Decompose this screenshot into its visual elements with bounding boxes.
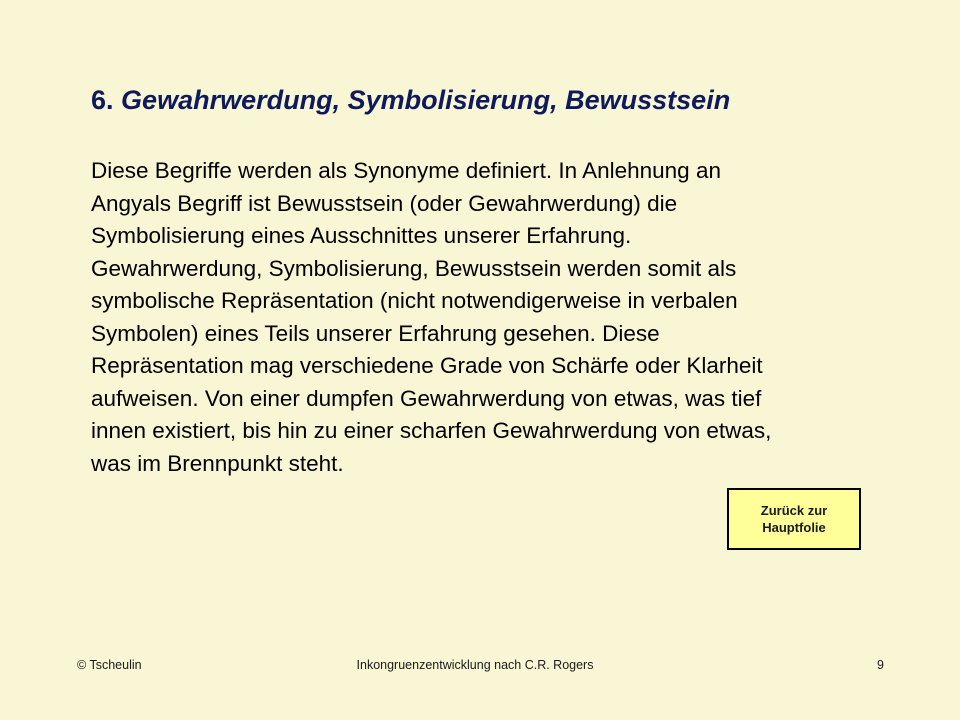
body-line: Angyals Begriff ist Bewusstsein (oder Gewahrwerdung) die bbox=[91, 190, 678, 216]
body-line: symbolische Repräsentation (nicht notwendigerweise in verbalen bbox=[91, 288, 738, 313]
slide-title-number: 6. bbox=[91, 85, 114, 115]
footer-copyright: © Tscheulin bbox=[77, 658, 142, 672]
back-to-main-slide-button[interactable] bbox=[727, 488, 861, 550]
footer-page-number: 9 bbox=[877, 658, 884, 672]
body-line: Symbolisierung eines Ausschnittes unserer Erfahrung. bbox=[91, 223, 632, 248]
slide-title bbox=[91, 85, 730, 116]
body-line: Repräsentation mag verschiedene Grade von Schärfe oder Klarheit bbox=[91, 353, 763, 378]
slide-body-text bbox=[91, 155, 921, 480]
body-line: innen existiert, bis hin zu einer scharfen Gewahrwerdung von etwas, bbox=[91, 418, 772, 443]
body-line: Gewahrwerdung, Symbolisierung, Bewusstsein werden somit als bbox=[91, 255, 737, 281]
slide-title-text: Gewahrwerdung, Symbolisierung, Bewusstsein bbox=[121, 85, 731, 115]
body-line: Diese Begriffe werden als Synonyme definiert. In Anlehnung an bbox=[91, 158, 721, 183]
back-button-label-line2: Hauptfolie bbox=[762, 520, 826, 535]
body-line: aufweisen. Von einer dumpfen Gewahrwerdung von etwas, was tief bbox=[91, 385, 762, 411]
body-line: was im Brennpunkt steht. bbox=[91, 450, 344, 476]
body-line: Symbolen) eines Teils unserer Erfahrung gesehen. Diese bbox=[91, 320, 660, 346]
back-button-label-line1: Zurück zur bbox=[760, 503, 828, 518]
back-button-label bbox=[761, 502, 827, 536]
footer-presentation-title: Inkongruenzentwicklung nach C.R. Rogers bbox=[356, 658, 594, 672]
